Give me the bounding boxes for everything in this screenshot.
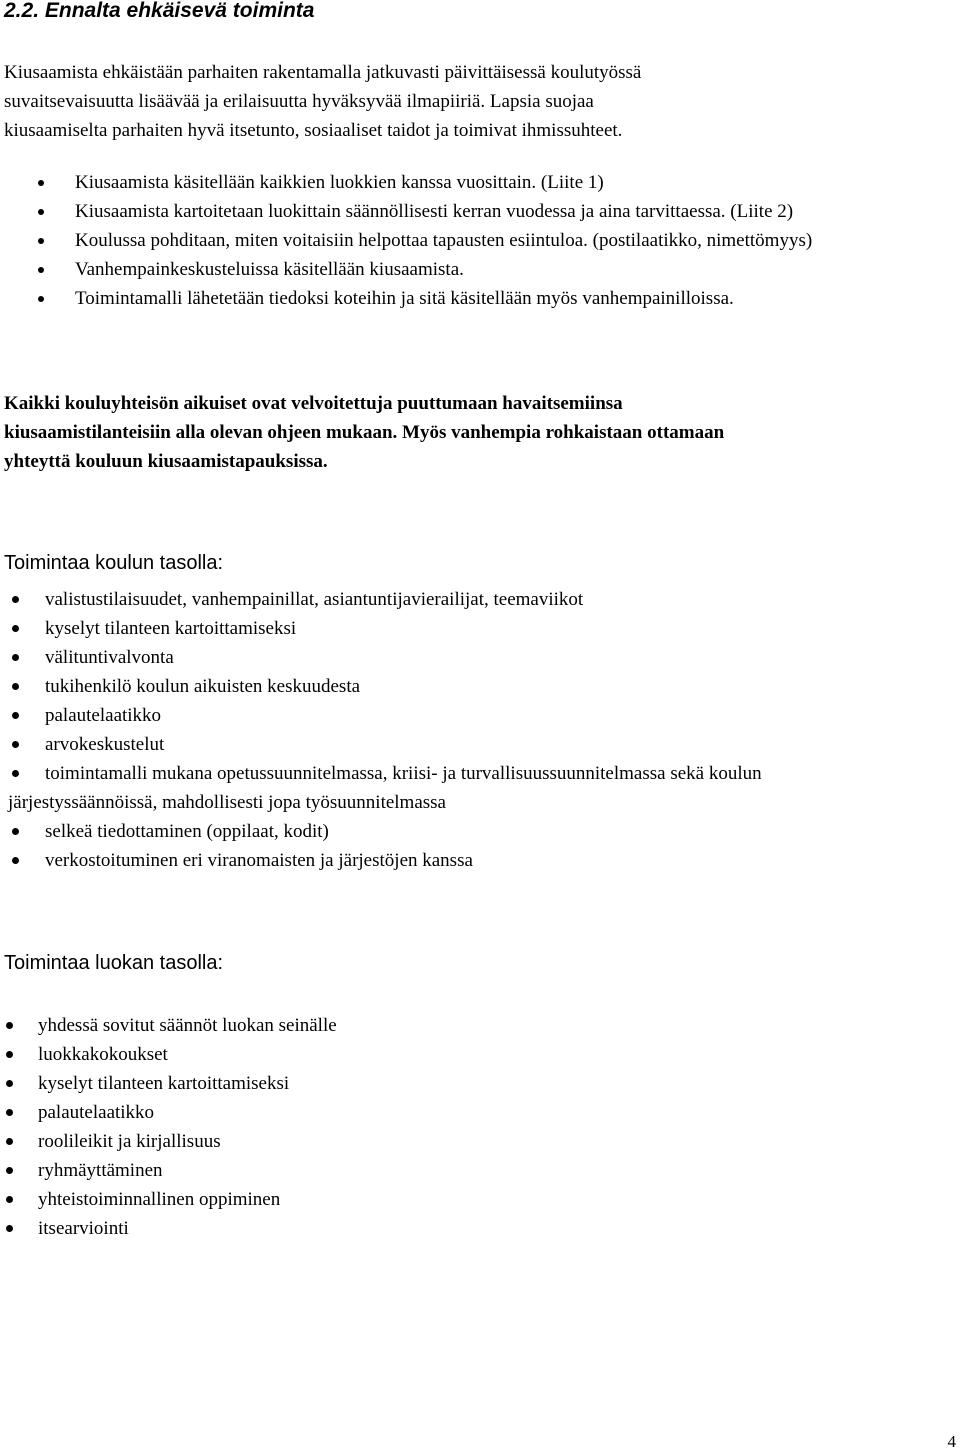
intro-line: kiusaamiselta parhaiten hyvä itsetunto, sosiaaliset taidot ja toimivat ihmissuhteet. (4, 120, 623, 141)
list-item-text: toimintamalli mukana opetussuunnitelmassa, kriisi- ja turvallisuussuunnitelmassa sekä koulun (45, 763, 762, 784)
list-item: Toimintamalli lähetetään tiedoksi koteihin ja sitä käsitellään myös vanhempainilloissa. (0, 284, 958, 313)
list-item: Koulussa pohditaan, miten voitaisiin helpottaa tapausten esiintuloa. (postilaatikko, nimettömyys) (0, 226, 958, 255)
list-item: kyselyt tilanteen kartoittamiseksi (0, 614, 955, 643)
class-level-heading: Toimintaa luokan tasolla: (4, 952, 224, 974)
list-item: Vanhempainkeskusteluissa käsitellään kiusaamista. (0, 255, 958, 284)
school-level-heading: Toimintaa koulun tasolla: (4, 552, 224, 574)
page-number: 4 (947, 1432, 956, 1451)
school-level-list (0, 585, 955, 875)
list-item: itsearviointi (0, 1214, 950, 1243)
list-item: ryhmäyttäminen (0, 1156, 950, 1185)
list-item: välituntivalvonta (0, 643, 955, 672)
list-item: roolileikit ja kirjallisuus (0, 1127, 950, 1156)
bold-line: kiusaamistilanteisiin alla olevan ohjeen mukaan. Myös vanhempia rohkaistaan ottamaan (4, 422, 725, 443)
list-item: yhdessä sovitut säännöt luokan seinälle (0, 1011, 950, 1040)
list-item: valistustilaisuudet, vanhempainillat, asiantuntijavierailijat, teemaviikot (0, 585, 955, 614)
section-title: 2.2. Ennalta ehkäisevä toiminta (4, 0, 315, 22)
list-item: arvokeskustelut (0, 730, 955, 759)
list-item: palautelaatikko (0, 701, 955, 730)
list-item: kyselyt tilanteen kartoittamiseksi (0, 1069, 950, 1098)
list-item: verkostoituminen eri viranomaisten ja järjestöjen kanssa (0, 846, 955, 875)
list-item: selkeä tiedottaminen (oppilaat, kodit) (0, 817, 955, 846)
responsibility-paragraph (4, 389, 954, 476)
intro-line: Kiusaamista ehkäistään parhaiten rakentamalla jatkuvasti päivittäisessä koulutyössä (4, 62, 642, 83)
list-item: luokkakokoukset (0, 1040, 950, 1069)
main-bullet-list (0, 168, 958, 313)
bold-line: Kaikki kouluyhteisön aikuiset ovat velvoitettuja puuttumaan havaitsemiinsa (4, 393, 623, 414)
intro-line: suvaitsevaisuutta lisäävää ja erilaisuutta hyväksyvää ilmapiiriä. Lapsia suojaa (4, 91, 594, 112)
list-item: Kiusaamista kartoitetaan luokittain säännöllisesti kerran vuodessa ja aina tarvittaessa. (Liite 2) (0, 197, 958, 226)
class-level-list (0, 1011, 950, 1243)
list-item-continuation: järjestyssäännöissä, mahdollisesti jopa työsuunnitelmassa (8, 792, 446, 813)
list-item: tukihenkilö koulun aikuisten keskuudesta (0, 672, 955, 701)
list-item: yhteistoiminnallinen oppiminen (0, 1185, 950, 1214)
list-item: Kiusaamista käsitellään kaikkien luokkien kanssa vuosittain. (Liite 1) (0, 168, 958, 197)
intro-paragraph (4, 58, 954, 145)
list-item: palautelaatikko (0, 1098, 950, 1127)
list-item (0, 759, 955, 817)
bold-line: yhteyttä kouluun kiusaamistapauksissa. (4, 451, 328, 472)
